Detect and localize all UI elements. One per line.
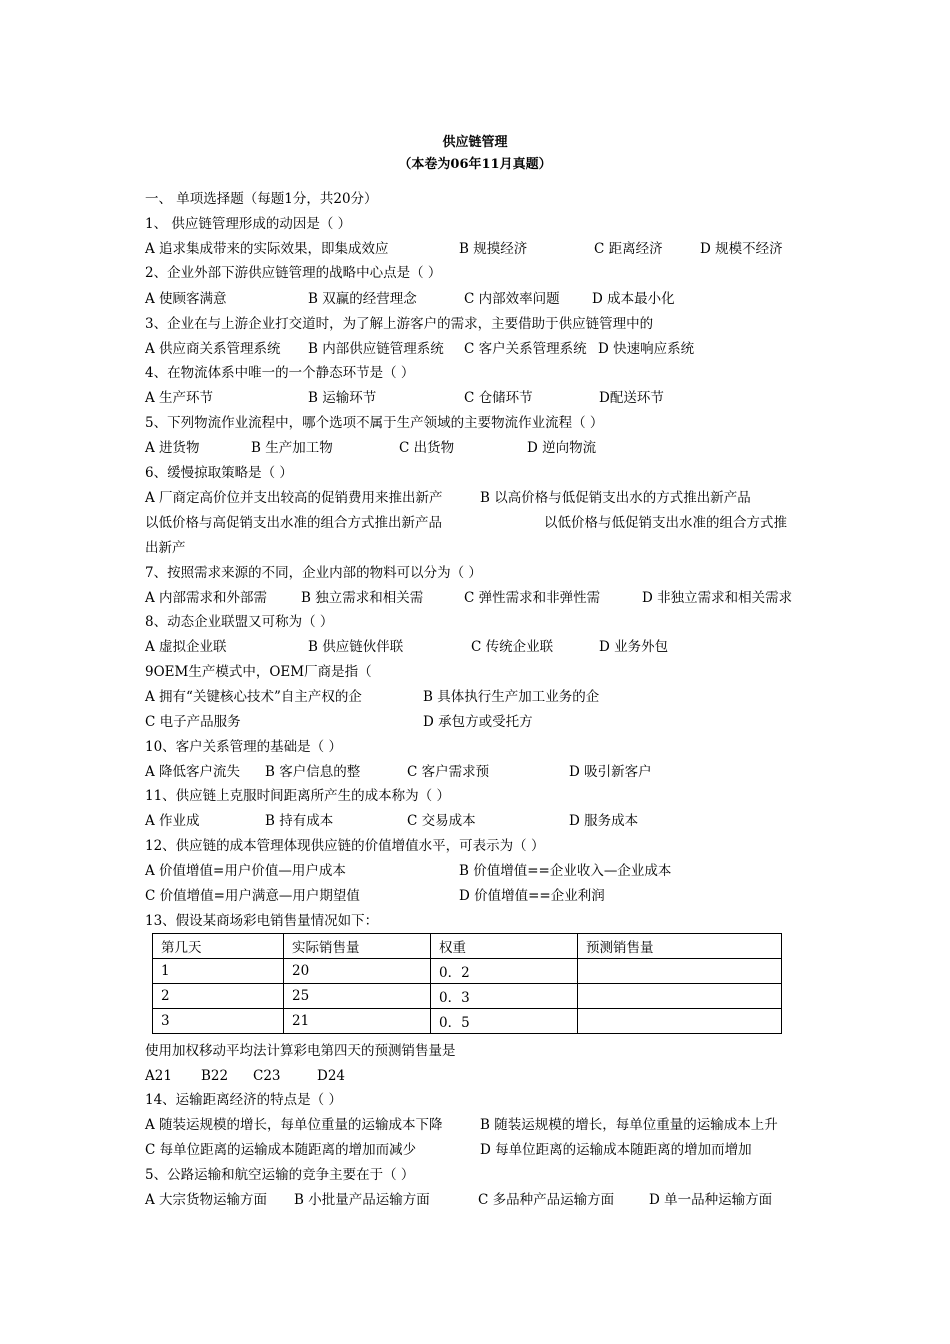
- option-b: B22: [201, 1068, 229, 1084]
- option-d: D 快速响应系统: [598, 341, 695, 357]
- question-text: 使用加权移动平均法计算彩电第四天的预测销售量是: [145, 1043, 456, 1059]
- option-b: B 供应链伙伴联: [308, 639, 404, 655]
- table-row: [153, 959, 782, 984]
- option-b: B 生产加工物: [251, 440, 333, 456]
- option-c: C 多品种产品运输方面: [478, 1192, 615, 1208]
- option-d: D 规模不经济: [700, 241, 783, 257]
- question-stem: 3、企业在与上游企业打交道时，为了解上游客户的需求，主要借助于供应链管理中的: [145, 316, 654, 332]
- question-stem: 12、供应链的成本管理体现供应链的价值增值水平，可表示为（ ）: [145, 838, 545, 854]
- option-b: B 双赢的经营理念: [308, 291, 417, 307]
- option-b: B 价值增值==企业收入—企业成本: [459, 863, 672, 879]
- question-stem: 13、假设某商场彩电销售量情况如下：: [145, 913, 379, 929]
- question-stem: 1、 供应链管理形成的动因是（ ）: [145, 216, 352, 232]
- option-a: A 进货物: [145, 440, 200, 456]
- option-b: B 规摸经济: [459, 241, 528, 257]
- option-d: D 逆向物流: [527, 440, 597, 456]
- option-a: A21: [145, 1068, 172, 1084]
- option-a: A 虚拟企业联: [145, 639, 227, 655]
- option-c: C 仓储环节: [464, 390, 533, 406]
- option-c: C 每单位距离的运输成本随距离的增加而减少: [145, 1142, 417, 1158]
- option-b: B 持有成本: [265, 813, 334, 829]
- option-b: B 以高价格与低促销支出水的方式推出新产品: [480, 490, 751, 506]
- table-header-cell: 预测销售量: [578, 934, 782, 959]
- option-a: A 随装运规模的增长，每单位重量的运输成本下降: [145, 1117, 443, 1133]
- option-d: D 非独立需求和相关需求: [642, 590, 793, 606]
- table-header-cell: 实际销售量: [284, 934, 431, 959]
- question-stem: 8、动态企业联盟又可称为（ ）: [145, 614, 334, 630]
- option-a: A 生产环节: [145, 390, 214, 406]
- option-c: C 客户需求预: [407, 764, 490, 780]
- option-d: D 业务外包: [599, 639, 669, 655]
- option-d: D 成本最小化: [592, 291, 675, 307]
- table-cell: 1: [153, 959, 284, 984]
- option-a: A 供应商关系管理系统: [145, 341, 281, 357]
- option-d: D 承包方或受托方: [423, 714, 533, 730]
- question-stem: 5、下列物流作业流程中，哪个选项不属于生产领域的主要物流作业流程（ ）: [145, 415, 604, 431]
- table-cell: 2: [153, 984, 284, 1009]
- option-d: D24: [317, 1068, 346, 1084]
- option-d: D 价值增值==企业利润: [459, 888, 605, 904]
- option-b: B 运输环节: [308, 390, 377, 406]
- question-stem: 10、客户关系管理的基础是（ ）: [145, 739, 342, 755]
- table-cell: 0．2: [431, 959, 578, 984]
- option-d: 以低价格与低促销支出水准的组合方式推: [544, 515, 787, 531]
- option-c: C23: [253, 1068, 281, 1084]
- option-c: C 内部效率问题: [464, 291, 560, 307]
- table-cell: 0．3: [431, 984, 578, 1009]
- option-c: C 弹性需求和非弹性需: [464, 590, 601, 606]
- question-stem: 5、公路运输和航空运输的竞争主要在于（ ）: [145, 1167, 415, 1183]
- option-d: D配送环节: [599, 390, 664, 406]
- table-cell: [578, 984, 782, 1009]
- question-stem: 2、企业外部下游供应链管理的战略中心点是（ ）: [145, 265, 442, 281]
- option-a: A 使顾客满意: [145, 291, 227, 307]
- table-cell: 0．5: [431, 1009, 578, 1034]
- option-c: C 出货物: [399, 440, 455, 456]
- option-a: A 内部需求和外部需: [145, 590, 268, 606]
- option-a: A 价值增值=用户价值—用户成本: [145, 863, 346, 879]
- table-row: [153, 984, 782, 1009]
- table-row: [153, 1009, 782, 1034]
- option-c: 以低价格与高促销支出水准的组合方式推出新产品: [145, 515, 442, 531]
- option-d: D 吸引新客户: [569, 764, 652, 780]
- table-header-cell: 第几天: [153, 934, 284, 959]
- option-b: B 具体执行生产加工业务的企: [423, 689, 600, 705]
- option-c: C 交易成本: [407, 813, 476, 829]
- section-heading: 一、 单项选择题（每题1分，共20分）: [145, 191, 378, 207]
- question-stem: 14、运输距离经济的特点是（ ）: [145, 1092, 342, 1108]
- option-d: D 每单位距离的运输成本随距离的增加而增加: [480, 1142, 752, 1158]
- sales-table: [152, 933, 782, 1034]
- option-d: D 单一品种运输方面: [649, 1192, 773, 1208]
- option-b: B 客户信息的整: [265, 764, 361, 780]
- option-a: A 追求集成带来的实际效果，即集成效应: [145, 241, 389, 257]
- table-header-cell: 权重: [431, 934, 578, 959]
- option-a: A 大宗货物运输方面: [145, 1192, 268, 1208]
- doc-subtitle: （本卷为06年11月真题）: [398, 157, 552, 172]
- option-c: C 距离经济: [594, 241, 663, 257]
- option-c: C 电子产品服务: [145, 714, 241, 730]
- table-cell: [578, 1009, 782, 1034]
- option-b: B 独立需求和相关需: [301, 590, 424, 606]
- option-c: C 客户关系管理系统: [464, 341, 587, 357]
- option-a: A 作业成: [145, 813, 200, 829]
- question-stem: 9OEM生产模式中，OEM厂商是指（: [145, 664, 372, 680]
- option-a: A 厂商定高价位并支出较高的促销费用来推出新产: [145, 490, 443, 506]
- table-cell: [578, 959, 782, 984]
- doc-title: 供应链管理: [442, 135, 508, 150]
- table-header-row: [153, 934, 782, 959]
- table-cell: 21: [284, 1009, 431, 1034]
- option-b: B 内部供应链管理系统: [308, 341, 444, 357]
- table-cell: 20: [284, 959, 431, 984]
- question-stem: 7、按照需求来源的不同，企业内部的物料可以分为（ ）: [145, 565, 482, 581]
- table-cell: 3: [153, 1009, 284, 1034]
- option-c: C 传统企业联: [471, 639, 554, 655]
- option-d: D 服务成本: [569, 813, 639, 829]
- option-d-continued: 出新产: [145, 540, 186, 556]
- question-stem: 6、缓慢掠取策略是（ ）: [145, 465, 293, 481]
- question-stem: 4、在物流体系中唯一的一个静态环节是（ ）: [145, 365, 415, 381]
- option-b: B 随装运规模的增长，每单位重量的运输成本上升: [480, 1117, 778, 1133]
- option-a: A 降低客户流失: [145, 764, 241, 780]
- question-stem: 11、供应链上克服时间距离所产生的成本称为（ ）: [145, 788, 450, 804]
- option-c: C 价值增值=用户满意—用户期望值: [145, 888, 360, 904]
- option-a: A 拥有“关键核心技术”自主产权的企: [145, 689, 362, 705]
- table-cell: 25: [284, 984, 431, 1009]
- option-b: B 小批量产品运输方面: [294, 1192, 430, 1208]
